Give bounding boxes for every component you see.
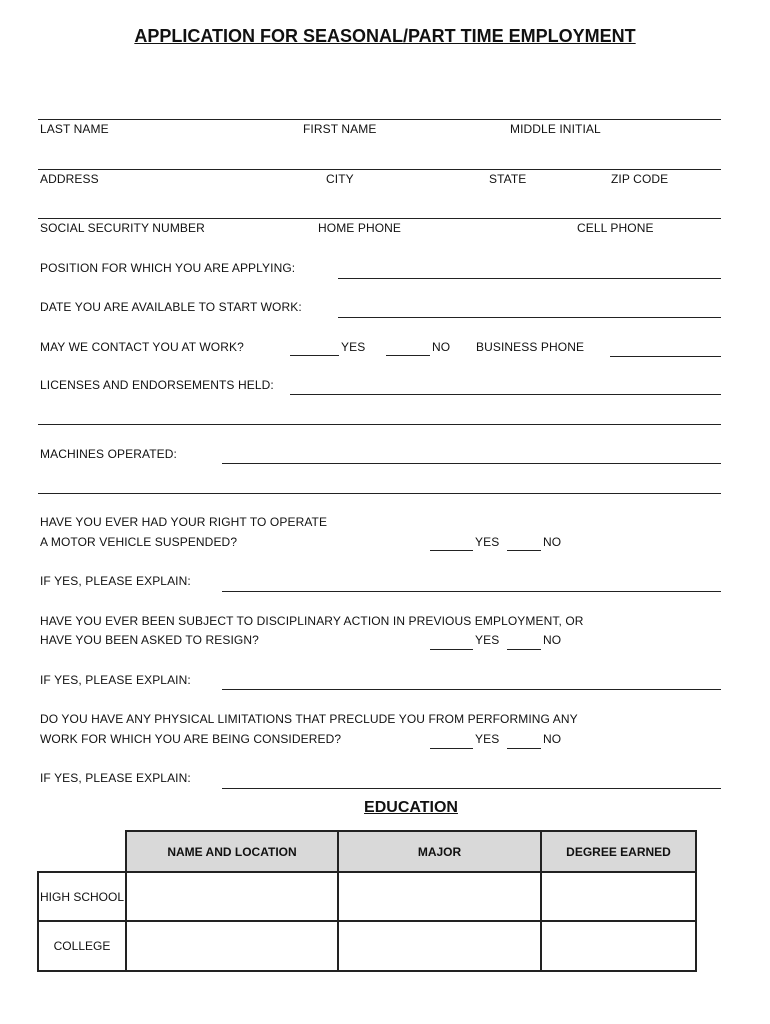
business-phone-label: BUSINESS PHONE <box>476 340 585 354</box>
q2-no-blank[interactable] <box>507 649 541 650</box>
college-degree-cell[interactable] <box>541 921 696 971</box>
header-name-location: NAME AND LOCATION <box>126 831 338 872</box>
q2-no-label: NO <box>543 633 562 647</box>
college-name-location-cell[interactable] <box>126 921 338 971</box>
position-label: POSITION FOR WHICH YOU ARE APPLYING: <box>40 261 296 275</box>
licenses-field-line2[interactable] <box>38 424 721 425</box>
contact-no-blank[interactable] <box>386 355 430 356</box>
machines-field-line2[interactable] <box>38 493 721 494</box>
position-field[interactable] <box>338 278 721 279</box>
table-row <box>38 872 696 921</box>
q2-explain-label: IF YES, PLEASE EXPLAIN: <box>40 673 191 687</box>
q2-explain-field[interactable] <box>222 689 721 690</box>
high-school-name-location-cell[interactable] <box>126 872 338 921</box>
start-date-field[interactable] <box>338 317 721 318</box>
q3-yes-blank[interactable] <box>430 748 473 749</box>
contact-no-label: NO <box>432 340 451 354</box>
education-corner-cell <box>38 831 126 872</box>
licenses-label: LICENSES AND ENDORSEMENTS HELD: <box>40 378 274 392</box>
q1-no-blank[interactable] <box>507 550 541 551</box>
high-school-degree-cell[interactable] <box>541 872 696 921</box>
divider-line <box>38 119 721 120</box>
education-heading: EDUCATION <box>364 799 458 816</box>
q2-yes-blank[interactable] <box>430 649 473 650</box>
contact-yes-label: YES <box>341 340 366 354</box>
first-name-label: FIRST NAME <box>303 122 377 136</box>
licenses-field[interactable] <box>290 394 721 395</box>
q1-line1: HAVE YOU EVER HAD YOUR RIGHT TO OPERATE <box>40 515 328 529</box>
home-phone-label: HOME PHONE <box>318 221 402 235</box>
q3-line2: WORK FOR WHICH YOU ARE BEING CONSIDERED? <box>40 732 342 746</box>
college-major-cell[interactable] <box>338 921 541 971</box>
q3-yes-label: YES <box>475 732 500 746</box>
table-row <box>38 921 696 971</box>
q1-line2: A MOTOR VEHICLE SUSPENDED? <box>40 535 238 549</box>
form-title: APPLICATION FOR SEASONAL/PART TIME EMPLOYMENT <box>134 26 636 46</box>
contact-yes-blank[interactable] <box>290 355 339 356</box>
q3-no-label: NO <box>543 732 562 746</box>
header-major: MAJOR <box>338 831 541 872</box>
divider-line <box>38 169 721 170</box>
q3-explain-label: IF YES, PLEASE EXPLAIN: <box>40 771 191 785</box>
machines-field[interactable] <box>222 463 721 464</box>
header-degree-earned: DEGREE EARNED <box>541 831 696 872</box>
row-label-high-school: HIGH SCHOOL <box>38 872 126 921</box>
q2-yes-label: YES <box>475 633 500 647</box>
q3-no-blank[interactable] <box>507 748 541 749</box>
q1-yes-label: YES <box>475 535 500 549</box>
state-label: STATE <box>489 172 527 186</box>
middle-initial-label: MIDDLE INITIAL <box>510 122 601 136</box>
business-phone-field[interactable] <box>610 356 721 357</box>
ssn-label: SOCIAL SECURITY NUMBER <box>40 221 205 235</box>
education-header-row <box>38 831 696 872</box>
zip-code-label: ZIP CODE <box>611 172 669 186</box>
q1-explain-field[interactable] <box>222 591 721 592</box>
q1-no-label: NO <box>543 535 562 549</box>
education-table <box>37 830 697 972</box>
city-label: CITY <box>326 172 354 186</box>
q1-explain-label: IF YES, PLEASE EXPLAIN: <box>40 574 191 588</box>
row-label-college: COLLEGE <box>38 921 126 971</box>
q3-line1: DO YOU HAVE ANY PHYSICAL LIMITATIONS THAT PRECLUDE YOU FROM PERFORMING ANY <box>40 712 578 726</box>
q2-line1: HAVE YOU EVER BEEN SUBJECT TO DISCIPLINARY ACTION IN PREVIOUS EMPLOYMENT, OR <box>40 614 584 628</box>
high-school-major-cell[interactable] <box>338 872 541 921</box>
q3-explain-field[interactable] <box>222 788 721 789</box>
address-label: ADDRESS <box>40 172 99 186</box>
q1-yes-blank[interactable] <box>430 550 473 551</box>
cell-phone-label: CELL PHONE <box>577 221 654 235</box>
last-name-label: LAST NAME <box>40 122 109 136</box>
start-date-label: DATE YOU ARE AVAILABLE TO START WORK: <box>40 300 302 314</box>
q2-line2: HAVE YOU BEEN ASKED TO RESIGN? <box>40 633 259 647</box>
contact-at-work-label: MAY WE CONTACT YOU AT WORK? <box>40 340 244 354</box>
divider-line <box>38 218 721 219</box>
machines-label: MACHINES OPERATED: <box>40 447 177 461</box>
